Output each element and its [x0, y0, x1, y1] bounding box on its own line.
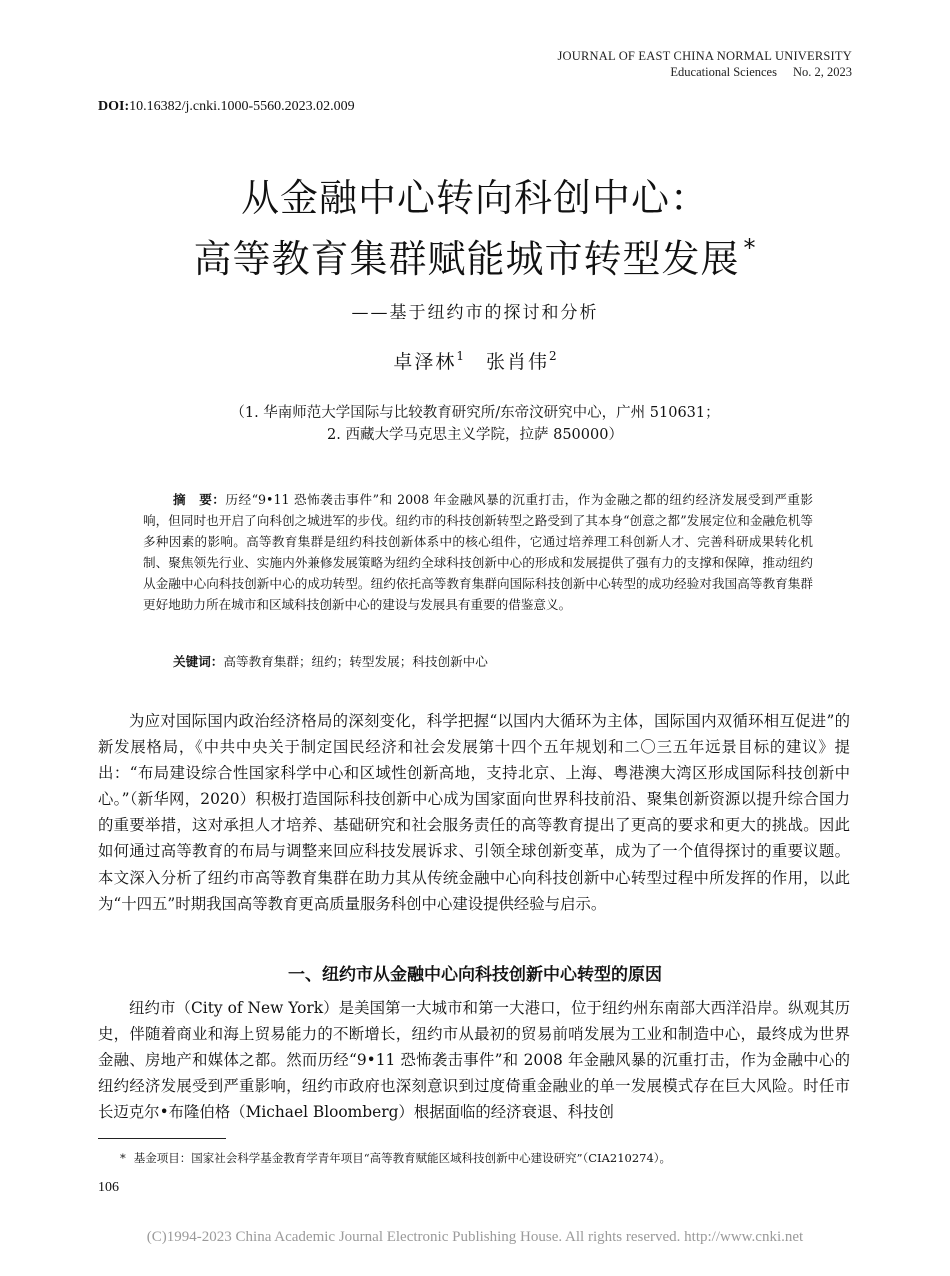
keywords-label: 关键词： — [173, 654, 224, 669]
journal-section: Educational Sciences — [670, 65, 777, 79]
journal-header — [557, 48, 852, 80]
author-affil-number: 1 — [456, 349, 464, 363]
author-name: 卓泽林 — [393, 351, 457, 373]
keywords-text: 高等教育集群；纽约；转型发展；科技创新中心 — [223, 654, 488, 669]
footnote-mark: * — [120, 1151, 126, 1165]
title-footnote-mark: * — [743, 234, 757, 262]
abstract-label: 摘 要： — [173, 492, 226, 507]
doi-line — [98, 99, 355, 115]
doi-value: 10.16382/j.cnki.1000-5560.2023.02.009 — [129, 99, 355, 114]
keywords-block — [143, 651, 813, 672]
author-name: 张肖伟 — [486, 351, 550, 373]
author-list — [0, 347, 950, 374]
abstract-text: 历经“9•11 恐怖袭击事件”和 2008 年金融风暴的沉重打击，作为金融之都的纽约经济发展受到严重影响，但同时也开启了向科创之城进军的步伐。纽约市的科技创新转型之路受到了其本身“创意之都”发展定位和金融危机等多种因素的影响。高等教育集群是纽约科技创新体系中的核心组件，它通过培养理工科创新人才、完善科研成果转化机制、聚焦领先行业、实施内外兼修发展策略为纽约全球科技创新中心的形成和发展提供了强有力的支撑和保障，推动纽约从金融中心向科技创新中心的成功转型。纽约依托高等教育集群向国际科技创新中心转型的成功经验对我国高等教育集群更好地助力所在城市和区域科技创新中心的建设与发展具有重要的借鉴意义。 — [143, 492, 813, 612]
footnote-divider — [98, 1138, 226, 1139]
affiliations — [0, 402, 950, 446]
affiliation-line: （1. 华南师范大学国际与比较教育研究所/东帝汶研究中心，广州 510631； — [230, 405, 720, 421]
journal-name: JOURNAL OF EAST CHINA NORMAL UNIVERSITY — [557, 49, 852, 63]
body-paragraph: 纽约市（City of New York）是美国第一大城市和第一大港口，位于纽约州东南部大西洋沿岸。纵观其历史，伴随着商业和海上贸易能力的不断增长，纽约市从最初的贸易前哨发展为工业和制造中心，最终成为世界金融、房地产和媒体之都。然而历经“9•11 恐怖袭击事件”和 2008 年金融风暴的沉重打击，作为金融中心的纽约经济发展受到严重影响，纽约市政府也深刻意识到过度倚重金融业的单一发展模式存在巨大风险。时任市长迈克尔•布隆伯格（Michael Bloomberg）根据面临的经济衰退、科技创 — [98, 999, 850, 1122]
footnote-text: 基金项目：国家社会科学基金教育学青年项目“高等教育赋能区域科技创新中心建设研究”（CIA210274）。 — [133, 1151, 672, 1165]
abstract-block — [143, 489, 813, 615]
article-title-line1: 从金融中心转向科创中心： — [240, 176, 709, 220]
section-heading: 一、纽约市从金融中心向科技创新中心转型的原因 — [288, 965, 662, 985]
article-subtitle: ——基于纽约市的探讨和分析 — [351, 303, 599, 323]
journal-issue-line — [557, 64, 852, 80]
article-title-line2 — [60, 222, 890, 285]
copyright-watermark: (C)1994-2023 China Academic Journal Electronic Publishing House. All rights reserved. http://www.cnki.net — [146, 1229, 804, 1245]
footnote — [120, 1150, 671, 1166]
body-paragraph: 为应对国际国内政治经济格局的深刻变化，科学把握“以国内大循环为主体，国际国内双循环相互促进”的新发展格局，《中共中央关于制定国民经济和社会发展第十四个五年规划和二〇三五年远景目标的建议》提出：“布局建设综合性国家科学中心和区域性创新高地，支持北京、上海、粤港澳大湾区形成国际科技创新中心。”（新华网，2020）积极打造国际科技创新中心成为国家面向世界科技前沿、聚集创新资源以提升综合国力的重要举措，这对承担人才培养、基础研究和社会服务责任的高等教育提出了更高的要求和更大的挑战。因此如何通过高等教育的布局与调整来回应科技发展诉求、引领全球创新变革，成为了一个值得探讨的重要议题。本文深入分析了纽约市高等教育集群在助力其从传统金融中心向科技创新中心转型过程中所发挥的作用，以此为“十四五”时期我国高等教育更高质量服务科创中心建设提供经验与启示。 — [98, 712, 850, 913]
article-title-text: 高等教育集群赋能城市转型发展 — [193, 237, 740, 281]
affiliation-line: 2. 西藏大学马克思主义学院，拉萨 850000） — [327, 427, 623, 443]
author-affil-number: 2 — [549, 349, 557, 363]
journal-issue: No. 2, 2023 — [792, 65, 852, 79]
page-number: 106 — [98, 1180, 119, 1195]
doi-label: DOI: — [98, 99, 130, 114]
